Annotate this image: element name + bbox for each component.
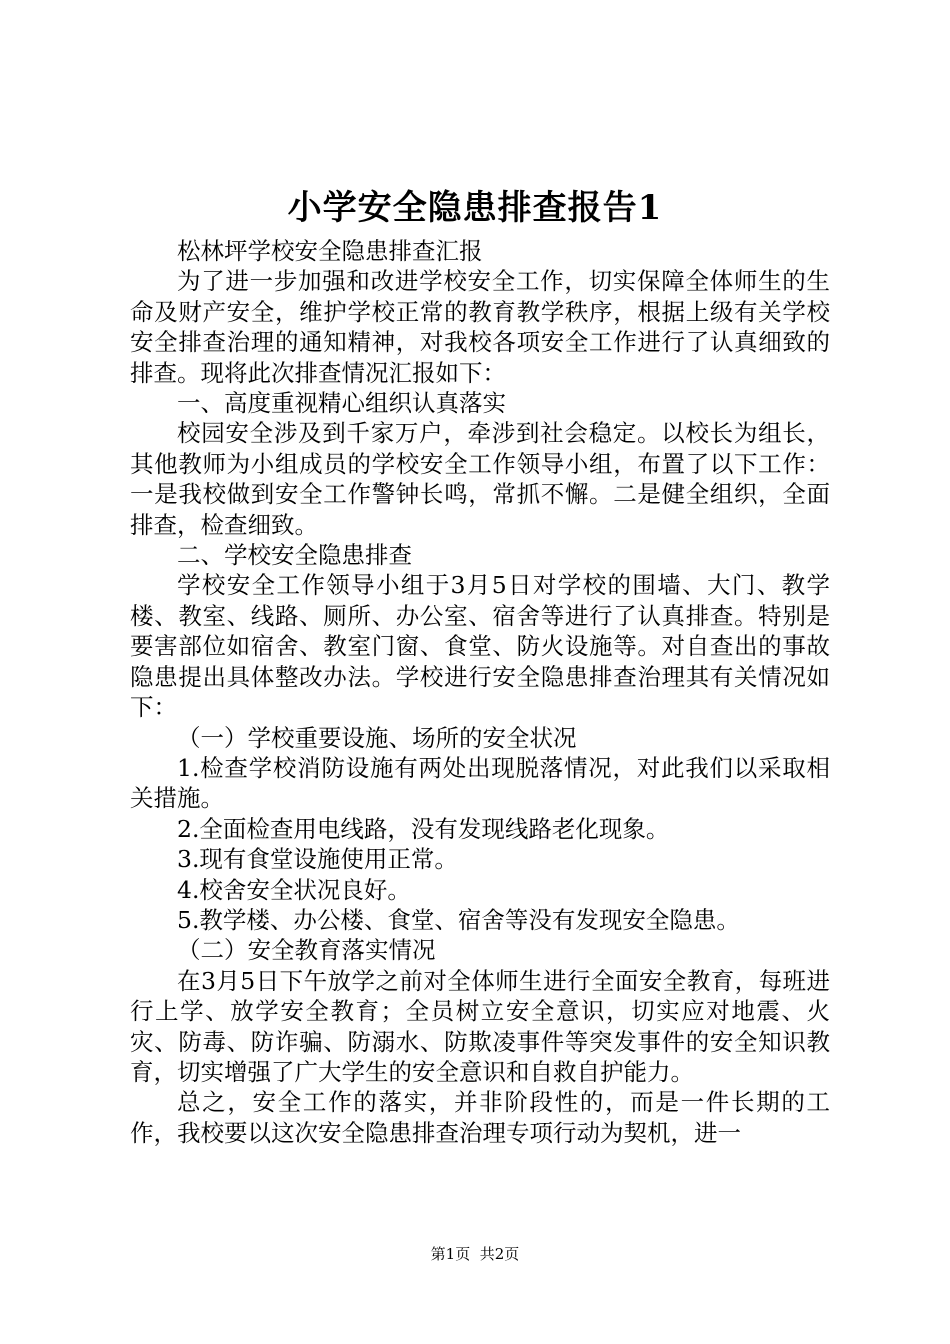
paragraph-education: 在3月5日下午放学之前对全体师生进行全面安全教育，每班进行上学、放学安全教育；全员树立安全意识，切实应对地震、火灾、防毒、防诈骗、防溺水、防欺凌事件等突发事件的安全知识教育，切实增强了广大学生的安全意识和自救自护能力。 <box>130 966 830 1086</box>
paragraph-section-2: 学校安全工作领导小组于3月5日对学校的围墙、大门、教学楼、教室、线路、厕所、办公室、宿舍等进行了认真排查。特别是要害部位如宿舍、教室门窗、食堂、防火设施等。对自查出的事故隐患提出具体整改办法。学校进行安全隐患排查治理其有关情况如下： <box>130 571 830 722</box>
document-body <box>130 236 830 1148</box>
section-heading-2: 二、学校安全隐患排查 <box>177 541 412 570</box>
list-item-5: 5.教学楼、办公楼、食堂、宿舍等没有发现安全隐患。 <box>177 905 740 934</box>
page-total: 共2页 <box>479 1245 520 1263</box>
paragraph-section-1: 校园安全涉及到千家万户，牵涉到社会稳定。以校长为组长，其他教师为小组成员的学校安全工作领导小组，布置了以下工作：一是我校做到安全工作警钟长鸣，常抓不懈。二是健全组织，全面排查，检查细致。 <box>130 419 830 539</box>
subsection-heading-2: （二）安全教育落实情况 <box>177 936 436 965</box>
subsection-heading-1: （一）学校重要设施、场所的安全状况 <box>177 723 577 752</box>
section-heading-1: 一、高度重视精心组织认真落实 <box>177 389 506 418</box>
paragraph-conclusion: 总之，安全工作的落实，并非阶段性的，而是一件长期的工作，我校要以这次安全隐患排查治理专项行动为契机，进一 <box>130 1088 830 1147</box>
document-title: 小学安全隐患排查报告1 <box>287 188 663 228</box>
list-item-1: 1.检查学校消防设施有两处出现脱落情况，对此我们以采取相关措施。 <box>130 753 830 813</box>
footer-spacer <box>470 1245 480 1263</box>
paragraph-report-heading: 松林坪学校安全隐患排查汇报 <box>177 237 483 265</box>
page-footer <box>0 1244 950 1264</box>
list-item-3: 3.现有食堂设施使用正常。 <box>177 845 458 874</box>
list-item-4: 4.校舍安全状况良好。 <box>177 875 411 904</box>
paragraph-intro: 为了进一步加强和改进学校安全工作，切实保障全体师生的生命及财产安全，维护学校正常的教育教学秩序，根据上级有关学校安全排查治理的通知精神，对我校各项安全工作进行了认真细致的排查。现将此次排查情况汇报如下： <box>130 267 830 387</box>
list-item-2: 2.全面检查用电线路，没有发现线路老化现象。 <box>177 814 670 843</box>
page-number: 第1页 <box>430 1245 471 1263</box>
